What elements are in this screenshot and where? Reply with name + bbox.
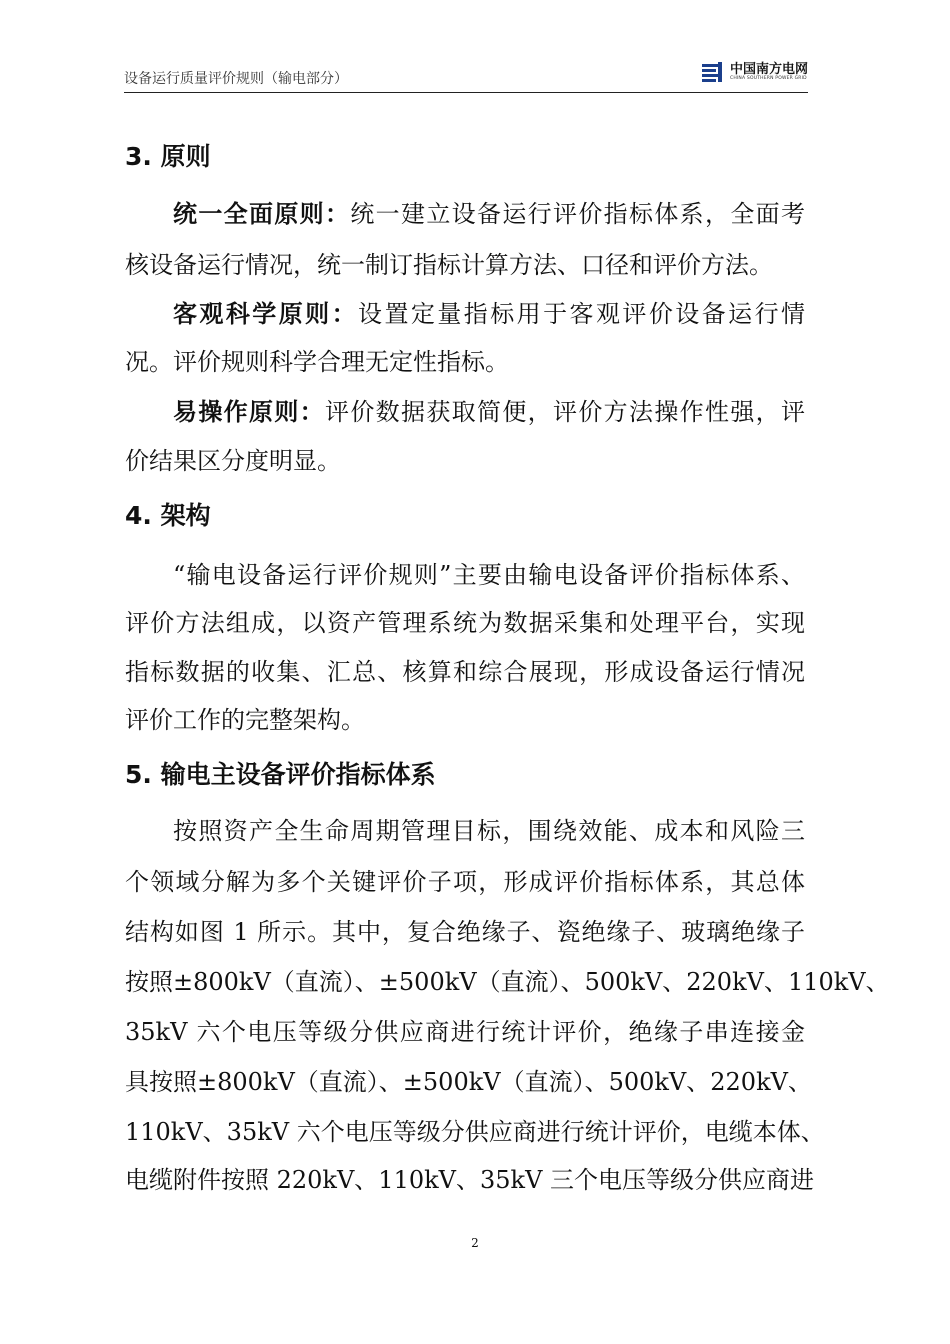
line-text: 110kV、35kV 六个电压等级分供应商进行统计评价，电缆本体、 xyxy=(125,1118,825,1146)
line-text: 指标数据的收集、汇总、核算和综合展现，形成设备运行情况 xyxy=(125,658,805,686)
text-line xyxy=(125,1017,805,1047)
line-text: 统一建立设备运行评价指标体系，全面考 xyxy=(350,200,806,228)
line-text: 结构如图 1 所示。其中，复合绝缘子、瓷绝缘子、玻璃绝缘子 xyxy=(125,918,805,946)
line-text: 核设备运行情况，统一制订指标计算方法、口径和评价方法。 xyxy=(125,251,773,279)
line-text: 按照±800kV（直流）、±500kV（直流）、500kV、220kV、110kV、 xyxy=(125,968,890,996)
text-line xyxy=(125,250,805,280)
page-number: 2 xyxy=(471,1236,479,1250)
text-line xyxy=(125,446,805,476)
text-line xyxy=(125,705,805,735)
page-header xyxy=(124,62,808,93)
text-line xyxy=(125,867,805,897)
text-line xyxy=(125,657,805,687)
line-text: 35kV 六个电压等级分供应商进行统计评价，绝缘子串连接金 xyxy=(125,1018,805,1046)
logo-mark-icon xyxy=(702,62,726,82)
text-line xyxy=(125,1067,812,1097)
text-line xyxy=(125,299,805,329)
section-heading: 4. 架构 xyxy=(125,501,211,530)
text-line xyxy=(125,1117,825,1147)
line-text: 按照资产全生命周期管理目标，围绕效能、成本和风险三 xyxy=(173,817,805,845)
line-text: 况。评价规则科学合理无定性指标。 xyxy=(125,348,509,376)
header-title: 设备运行质量评价规则（输电部分） xyxy=(124,71,348,87)
company-logo xyxy=(702,62,808,82)
section-heading: 5. 输电主设备评价指标体系 xyxy=(125,760,436,789)
line-text: “输电设备运行评价规则”主要由输电设备评价指标体系、 xyxy=(173,561,805,589)
line-text: 评价工作的完整架构。 xyxy=(125,706,365,734)
text-line xyxy=(125,1165,815,1195)
logo-text-en: CHINA SOUTHERN POWER GRID xyxy=(729,75,807,81)
text-line xyxy=(125,816,805,846)
logo-text-cn: 中国南方电网 xyxy=(729,61,808,77)
line-text: 电缆附件按照 220kV、110kV、35kV 三个电压等级分供应商进 xyxy=(125,1166,815,1194)
text-line xyxy=(125,199,805,229)
line-text: 评价方法组成，以资产管理系统为数据采集和处理平台，实现 xyxy=(125,609,805,637)
principle-label: 易操作原则： xyxy=(173,398,325,426)
line-text: 个领域分解为多个关键评价子项，形成评价指标体系，其总体 xyxy=(125,868,805,896)
text-line xyxy=(125,397,805,427)
text-line xyxy=(125,347,805,377)
line-text: 评价数据获取简便，评价方法操作性强，评 xyxy=(325,398,805,426)
principle-label: 客观科学原则： xyxy=(173,300,359,328)
line-text: 具按照±800kV（直流）、±500kV（直流）、500kV、220kV、 xyxy=(125,1068,812,1096)
text-line xyxy=(125,917,805,947)
line-text: 设置定量指标用于客观评价设备运行情 xyxy=(358,300,806,328)
principle-label: 统一全面原则： xyxy=(173,200,351,228)
line-text: 价结果区分度明显。 xyxy=(125,447,341,475)
text-line xyxy=(125,608,805,638)
section-heading: 3. 原则 xyxy=(125,142,211,171)
text-line xyxy=(125,560,805,590)
text-line xyxy=(125,967,890,997)
